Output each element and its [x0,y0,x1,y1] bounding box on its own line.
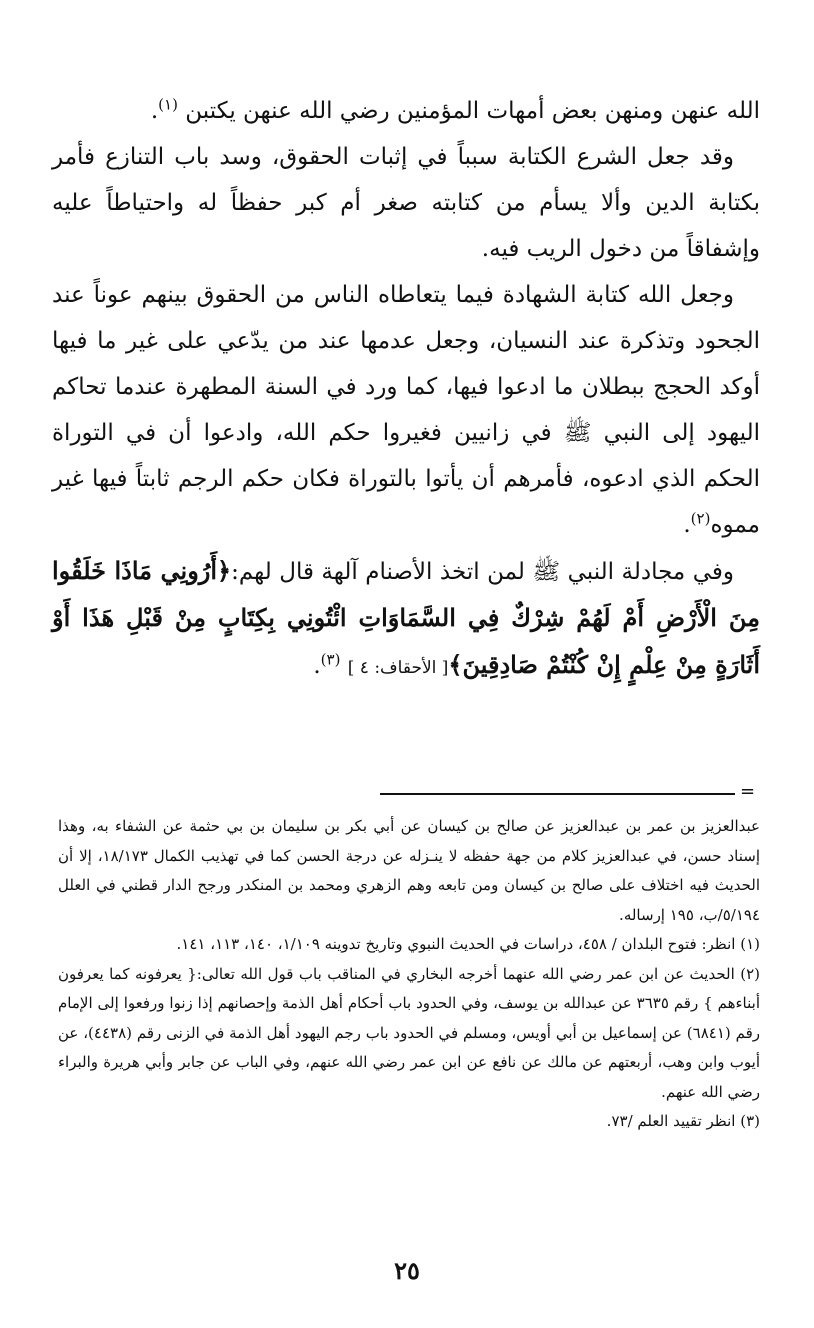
footnote-1: (١) انظر: فتوح البلدان / ٤٥٨، دراسات في الحديث النبوي وتاريخ تدوينه ١/١٠٩، ١٤٠، ١١٣، ١٤١. [176,935,760,953]
footnote-ref-3: (٣) [320,650,341,669]
footnote-separator [380,793,735,795]
paragraph-1-end: . [150,98,159,124]
footnote-ref-2: (٢) [690,509,711,528]
paragraph-4-intro: وفي مجادلة النبي ﷺ لمن اتخذ الأصنام آلهة قال لهم: [231,559,734,585]
main-text [52,88,760,691]
footnotes [58,812,760,1137]
footnote-continuation: عبدالعزيز بن عمر بن عبدالعزيز عن صالح بن كيسان عن أبي بكر بن سليمان بن بي حثمة عن الشفاء به، وهذا إسناد حسن، في عبدالعزيز كلام من جهة حفظه لا ينـزله عن درجة الحسن كما في تهذيب الكمال ١٨/١٧٣، إلا أن الحديث فيه اختلاف على صالح بن كيسان ومن تابعه وهم الزهري ومحمد بن المنكدر ورجح الدار قطني في العلل ٥/١٩٤/ب، ١٩٥ إرساله. [58,817,760,924]
paragraph-1 [52,88,760,134]
paragraph-3-text: وجعل الله كتابة الشهادة فيما يتعاطاه الناس من الحقوق بينهم عوناً عند الجحود وتذكرة عند النسيان، وجعل عدمها عند من يدّعي على غير ما فيها أوكد الحجج ببطلان ما ادعوا فيها، كما ورد في السنة المطهرة عندما تحاكم اليهود إلى النبي ﷺ في زانيين فغيروا حكم الله، وادعوا أن في التوراة الحكم الذي ادعوه، فأمرهم أن يأتوا بالتوراة فكان حكم الرجم ثابتاً فيها غير مموه [52,282,760,538]
separator-mark: = [740,781,756,802]
paragraph-2: وقد جعل الشرع الكتابة سبباً في إثبات الحقوق، وسد باب التنازع فأمر بكتابة الدين وألا يسأم من كتابته صغر أم كبر حفظاً له واحتياطاً عليه وإشفاقاً من دخول الريب فيه. [52,144,760,262]
page-number: ٢٥ [394,1256,420,1285]
paragraph-1-text: الله عنهن ومنهن بعض أمهات المؤمنين رضي الله عنهن يكتبن [185,98,760,124]
quran-verse: ﴿أَرُونِي مَاذَا خَلَقُوا مِنَ الْأَرْضِ أَمْ لَهُمْ شِرْكٌ فِي السَّمَاوَاتِ ائْتُونِي بِكِتَابٍ مِنْ قَبْلِ هَذَا أَوْ أَثَارَةٍ مِنْ عِلْمٍ إِنْ كُنْتُمْ صَادِقِينَ﴾ [52,556,760,679]
paragraph-3 [52,272,760,548]
paragraph-3-end: . [683,512,691,538]
footnote-ref-1: (١) [158,95,178,114]
paragraph-4 [52,548,760,691]
paragraph-4-end: . [313,653,321,679]
verse-source: [ الأحقاف: ٤ ] [347,658,449,678]
footnote-3: (٣) انظر تقييد العلم /٧٣. [606,1112,760,1130]
footnote-2: (٢) الحديث عن ابن عمر رضي الله عنهما أخرجه البخاري في المناقب باب قول الله تعالى:{ يعرفونه كما يعرفون أبناءهم } رقم ٣٦٣٥ عن عبدالله بن يوسف، وفي الحدود باب أحكام أهل الذمة وإحصانهم إذا زنوا ورفعوا إلى الإمام رقم (٦٨٤١) عن إسماعيل بن أبي أويس، ومسلم في الحدود باب رجم اليهود أهل الذمة في الزنى رقم (٤٤٣٨)، عن أيوب وابن وهب، أربعتهم عن مالك عن نافع عن ابن عمر رضي الله عنهم، وفي الباب عن جابر وأبي هريرة والبراء رضي الله عنهم. [58,964,760,1101]
